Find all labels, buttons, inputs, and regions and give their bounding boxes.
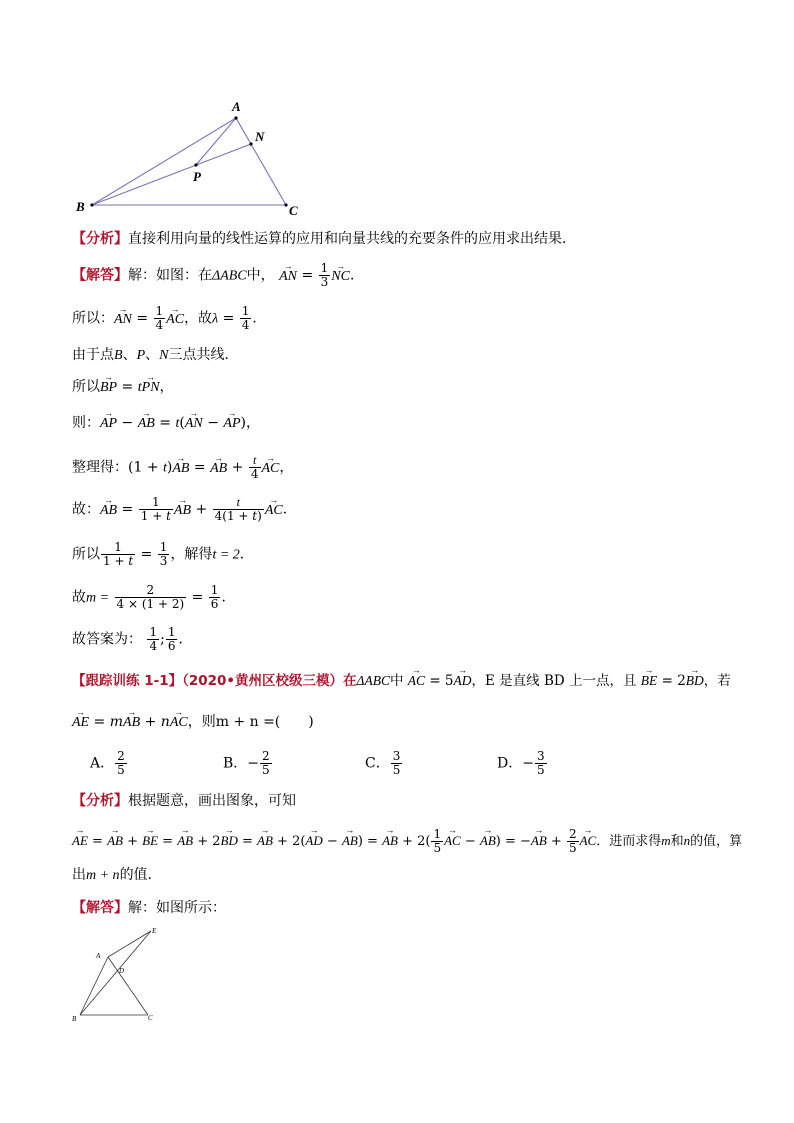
choice-B[interactable]: B．− $\frac{2}{5}$ [223, 749, 270, 777]
exercise-line-2: → AE = m→ AB + n→ AC，则m + n =( ) [72, 713, 314, 732]
fig2-label-C: C [148, 1014, 153, 1022]
label-C: C [289, 203, 298, 218]
solution-tag: 【解答】 [72, 267, 128, 284]
solution-1-line-9: 故m = $\frac{2}{4 \times (1 + 2)}$ = $\frac{1}{6}$ ． [72, 583, 236, 611]
fig2-label-B: B [72, 1015, 77, 1023]
choice-A[interactable]: A． $\frac{2}{5}$ [90, 749, 125, 777]
analysis-1 [72, 230, 576, 248]
triangle-figure-2 [68, 924, 168, 1024]
solution-1-line-7: 故：→ AB = $\frac{1}{1 + t}$ → AB + $\frac{t}{4(1 + t)}$ → AC． [72, 496, 297, 523]
label-N: N [255, 129, 265, 144]
solution-1-line-3: 由于点B、P、N三点共线． [72, 347, 239, 363]
solution-1-line-4: 所以→ BP = t→ PN， [72, 378, 174, 397]
triangle-figure-1 [70, 95, 310, 220]
fig2-label-D: D [119, 967, 125, 975]
solution-1-line-10: 故答案为： $\frac{1}{4}$ ; $\frac{1}{6}$ ． [72, 625, 193, 653]
analysis-tag: 【分析】 [72, 231, 128, 247]
label-A: A [232, 99, 241, 114]
solution-1-line-2: 所以：→ AN = $\frac{1}{4}$ → AC，故λ = $\frac{1}{4}$ ． [72, 305, 266, 332]
label-B: B [76, 199, 85, 214]
fig2-label-A: A [96, 952, 101, 960]
choice-C[interactable]: C． $\frac{3}{5}$ [365, 749, 401, 777]
fig2-label-E: E [152, 927, 157, 935]
choice-D[interactable]: D．− $\frac{3}{5}$ [497, 749, 545, 777]
solution-1-line-6: 整理得：(1 + t)→ AB = → AB + $\frac{t}{4}$ → AC， [72, 454, 293, 481]
analysis-2-line-3: 出m + n的值． [72, 867, 162, 883]
label-P: P [193, 169, 201, 184]
analysis-2-line-2: → AE = → AB + → BE = → AB + 2→ BD = → AB + 2(→ AD − → AB) = → AB + 2( $\frac{1}{5}$ → AC − → AB) = −→ AB + $\frac{2}{5}$ → AC．进而求得m和n的值，算 [72, 828, 742, 855]
solution-1-line-8: 所以 $\frac{1}{1 + t}$ = $\frac{1}{3}$ ，解得t = 2． [72, 540, 254, 568]
solution-1-line-1: 【解答】解：如图：在ΔABC中， → AN = $\frac{1}{3}$ → NC． [72, 262, 364, 289]
analysis-text: 直接利用向量的线性运算的应用和向量共线的充要条件的应用求出结果． [128, 231, 576, 247]
solution-2: 【解答】解：如图所示： [72, 900, 226, 916]
exercise-line-1: 【跟踪训练 1-1】（2020•黄州区校级三模）在ΔABC中 → AC = 5→ AD，E 是直线 BD 上一点，且 → BE = 2→ BD，若 [72, 672, 731, 690]
analysis-2-line-1: 【分析】根据题意，画出图象，可知 [72, 793, 296, 809]
solution-1-line-5: 则：→ AP − → AB = t(→ AN − → AP)， [72, 414, 260, 433]
